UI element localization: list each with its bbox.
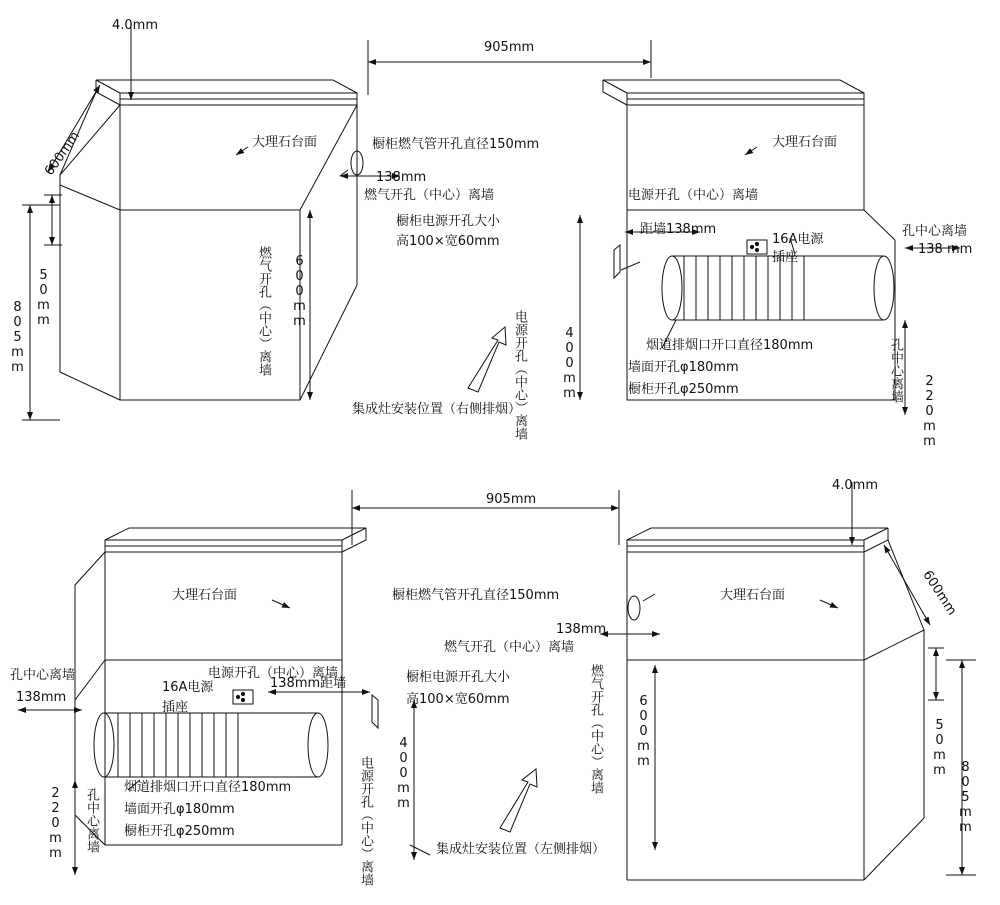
top-label-220-vert: 220mm <box>922 374 937 449</box>
top-gas-hole <box>340 151 363 176</box>
bottom-label-power-hole-wall: 电源开孔（中心）离墙 <box>208 666 339 681</box>
top-label-counter-right: 大理石台面 <box>772 135 838 150</box>
top-label-flue-3: 橱柜开孔φ250mm <box>628 382 739 397</box>
top-label-power-hole-size-1: 橱柜电源开孔大小 <box>396 214 501 229</box>
top-label-905: 905mm <box>484 40 535 55</box>
top-label-flue-2: 墙面开孔φ180mm <box>628 360 739 375</box>
bottom-flue-duct <box>94 713 328 777</box>
bottom-right-cabinet <box>627 528 924 880</box>
bottom-label-138-left: 138mm <box>16 690 67 705</box>
top-label-600-vert: 600mm <box>292 254 307 329</box>
bottom-label-flue-2: 墙面开孔φ180mm <box>124 802 235 817</box>
bottom-leader-counter-right <box>820 600 838 608</box>
top-label-socket-1: 16A电源 <box>772 232 824 247</box>
bottom-direction-arrow <box>500 769 537 832</box>
top-label-power-hole-wall: 电源开孔（中心）离墙 <box>628 188 759 203</box>
top-label-power-wall-vert: 电源开孔（中心）离墙 <box>512 310 527 440</box>
top-label-counter-left: 大理石台面 <box>252 135 318 150</box>
top-leader-counter-right <box>745 147 757 155</box>
top-label-hole-center-vert: 孔中心离墙 <box>888 338 903 403</box>
top-label-socket-2: 插座 <box>772 250 799 265</box>
bottom-label-power-wall-vert: 电源开孔（中心）离墙 <box>358 756 373 886</box>
top-flue-duct <box>662 256 894 320</box>
bottom-label-gas-hole: 橱柜燃气管开孔直径150mm <box>392 588 560 603</box>
top-label-hole-center-wall: 孔中心离墙 <box>902 224 968 239</box>
top-label-805: 805mm <box>10 300 25 375</box>
bottom-label-400-vert: 400mm <box>396 736 411 811</box>
top-label-600-diag: 600mm <box>42 128 84 179</box>
top-label-caption: 集成灶安装位置（右侧排烟） <box>352 402 522 417</box>
top-label-50: 50mm <box>36 268 51 328</box>
bottom-label-socket-1: 16A电源 <box>162 680 214 695</box>
bottom-label-4mm: 4.0mm <box>832 478 879 493</box>
top-leader-counter-left <box>236 147 248 155</box>
bottom-label-905: 905mm <box>486 492 537 507</box>
top-label-4mm: 4.0mm <box>112 18 159 33</box>
top-label-gas-hole-wall: 燃气开孔（中心）离墙 <box>364 188 495 203</box>
bottom-label-138-wall: 138mm距墙 <box>270 676 347 691</box>
bottom-leader-counter-left <box>272 600 290 608</box>
bottom-label-flue-3: 橱柜开孔φ250mm <box>124 824 235 839</box>
bottom-label-gas-wall-vert: 燃气开孔（中心）离墙 <box>588 664 603 794</box>
bottom-label-counter-left: 大理石台面 <box>172 588 238 603</box>
bottom-label-power-hole-size-1: 橱柜电源开孔大小 <box>406 670 511 685</box>
bottom-power-hole <box>372 695 378 728</box>
top-label-power-hole-size-2: 高100×宽60mm <box>396 234 500 249</box>
bottom-gas-hole <box>628 594 655 620</box>
top-label-138-wall: 距墙138mm <box>640 222 717 237</box>
bottom-label-power-hole-size-2: 高100×宽60mm <box>406 692 510 707</box>
top-direction-arrow <box>468 327 506 392</box>
bottom-label-220-vert: 220mm <box>48 786 63 861</box>
bottom-label-hole-center-vert: 孔中心离墙 <box>84 788 99 853</box>
bottom-leader-caption <box>410 845 430 855</box>
top-socket <box>747 240 767 254</box>
bottom-label-flue-1: 烟道排烟口开口直径180mm <box>124 780 292 795</box>
top-label-gas-wall-vert: 燃气开孔（中心）离墙 <box>256 246 271 376</box>
top-label-flue-1: 烟道排烟口开口直径180mm <box>646 338 814 353</box>
bottom-label-600-vert: 600mm <box>636 694 651 769</box>
top-left-cabinet <box>60 80 357 400</box>
top-label-400-vert: 400mm <box>562 326 577 401</box>
bottom-label-600-diag: 600mm <box>919 568 960 619</box>
bottom-label-caption: 集成灶安装位置（左侧排烟） <box>436 842 606 857</box>
top-label-gas-hole: 橱柜燃气管开孔直径150mm <box>372 137 540 152</box>
top-leader-power <box>621 262 640 270</box>
bottom-label-socket-2: 插座 <box>162 700 189 715</box>
bottom-label-50: 50mm <box>932 718 947 778</box>
bottom-dim-600-diag <box>884 545 930 625</box>
top-label-138-right: 138 mm <box>918 242 973 257</box>
top-label-138-gas: 138mm <box>376 170 427 185</box>
bottom-label-138-gas: 138mm <box>556 622 607 637</box>
bottom-label-gas-hole-wall: 燃气开孔（中心）离墙 <box>444 640 575 655</box>
bottom-label-805: 805mm <box>958 760 973 835</box>
bottom-label-counter-right: 大理石台面 <box>720 588 786 603</box>
bottom-label-hole-center-wall: 孔中心离墙 <box>10 668 76 683</box>
top-power-hole <box>614 245 620 278</box>
bottom-socket <box>233 690 253 704</box>
